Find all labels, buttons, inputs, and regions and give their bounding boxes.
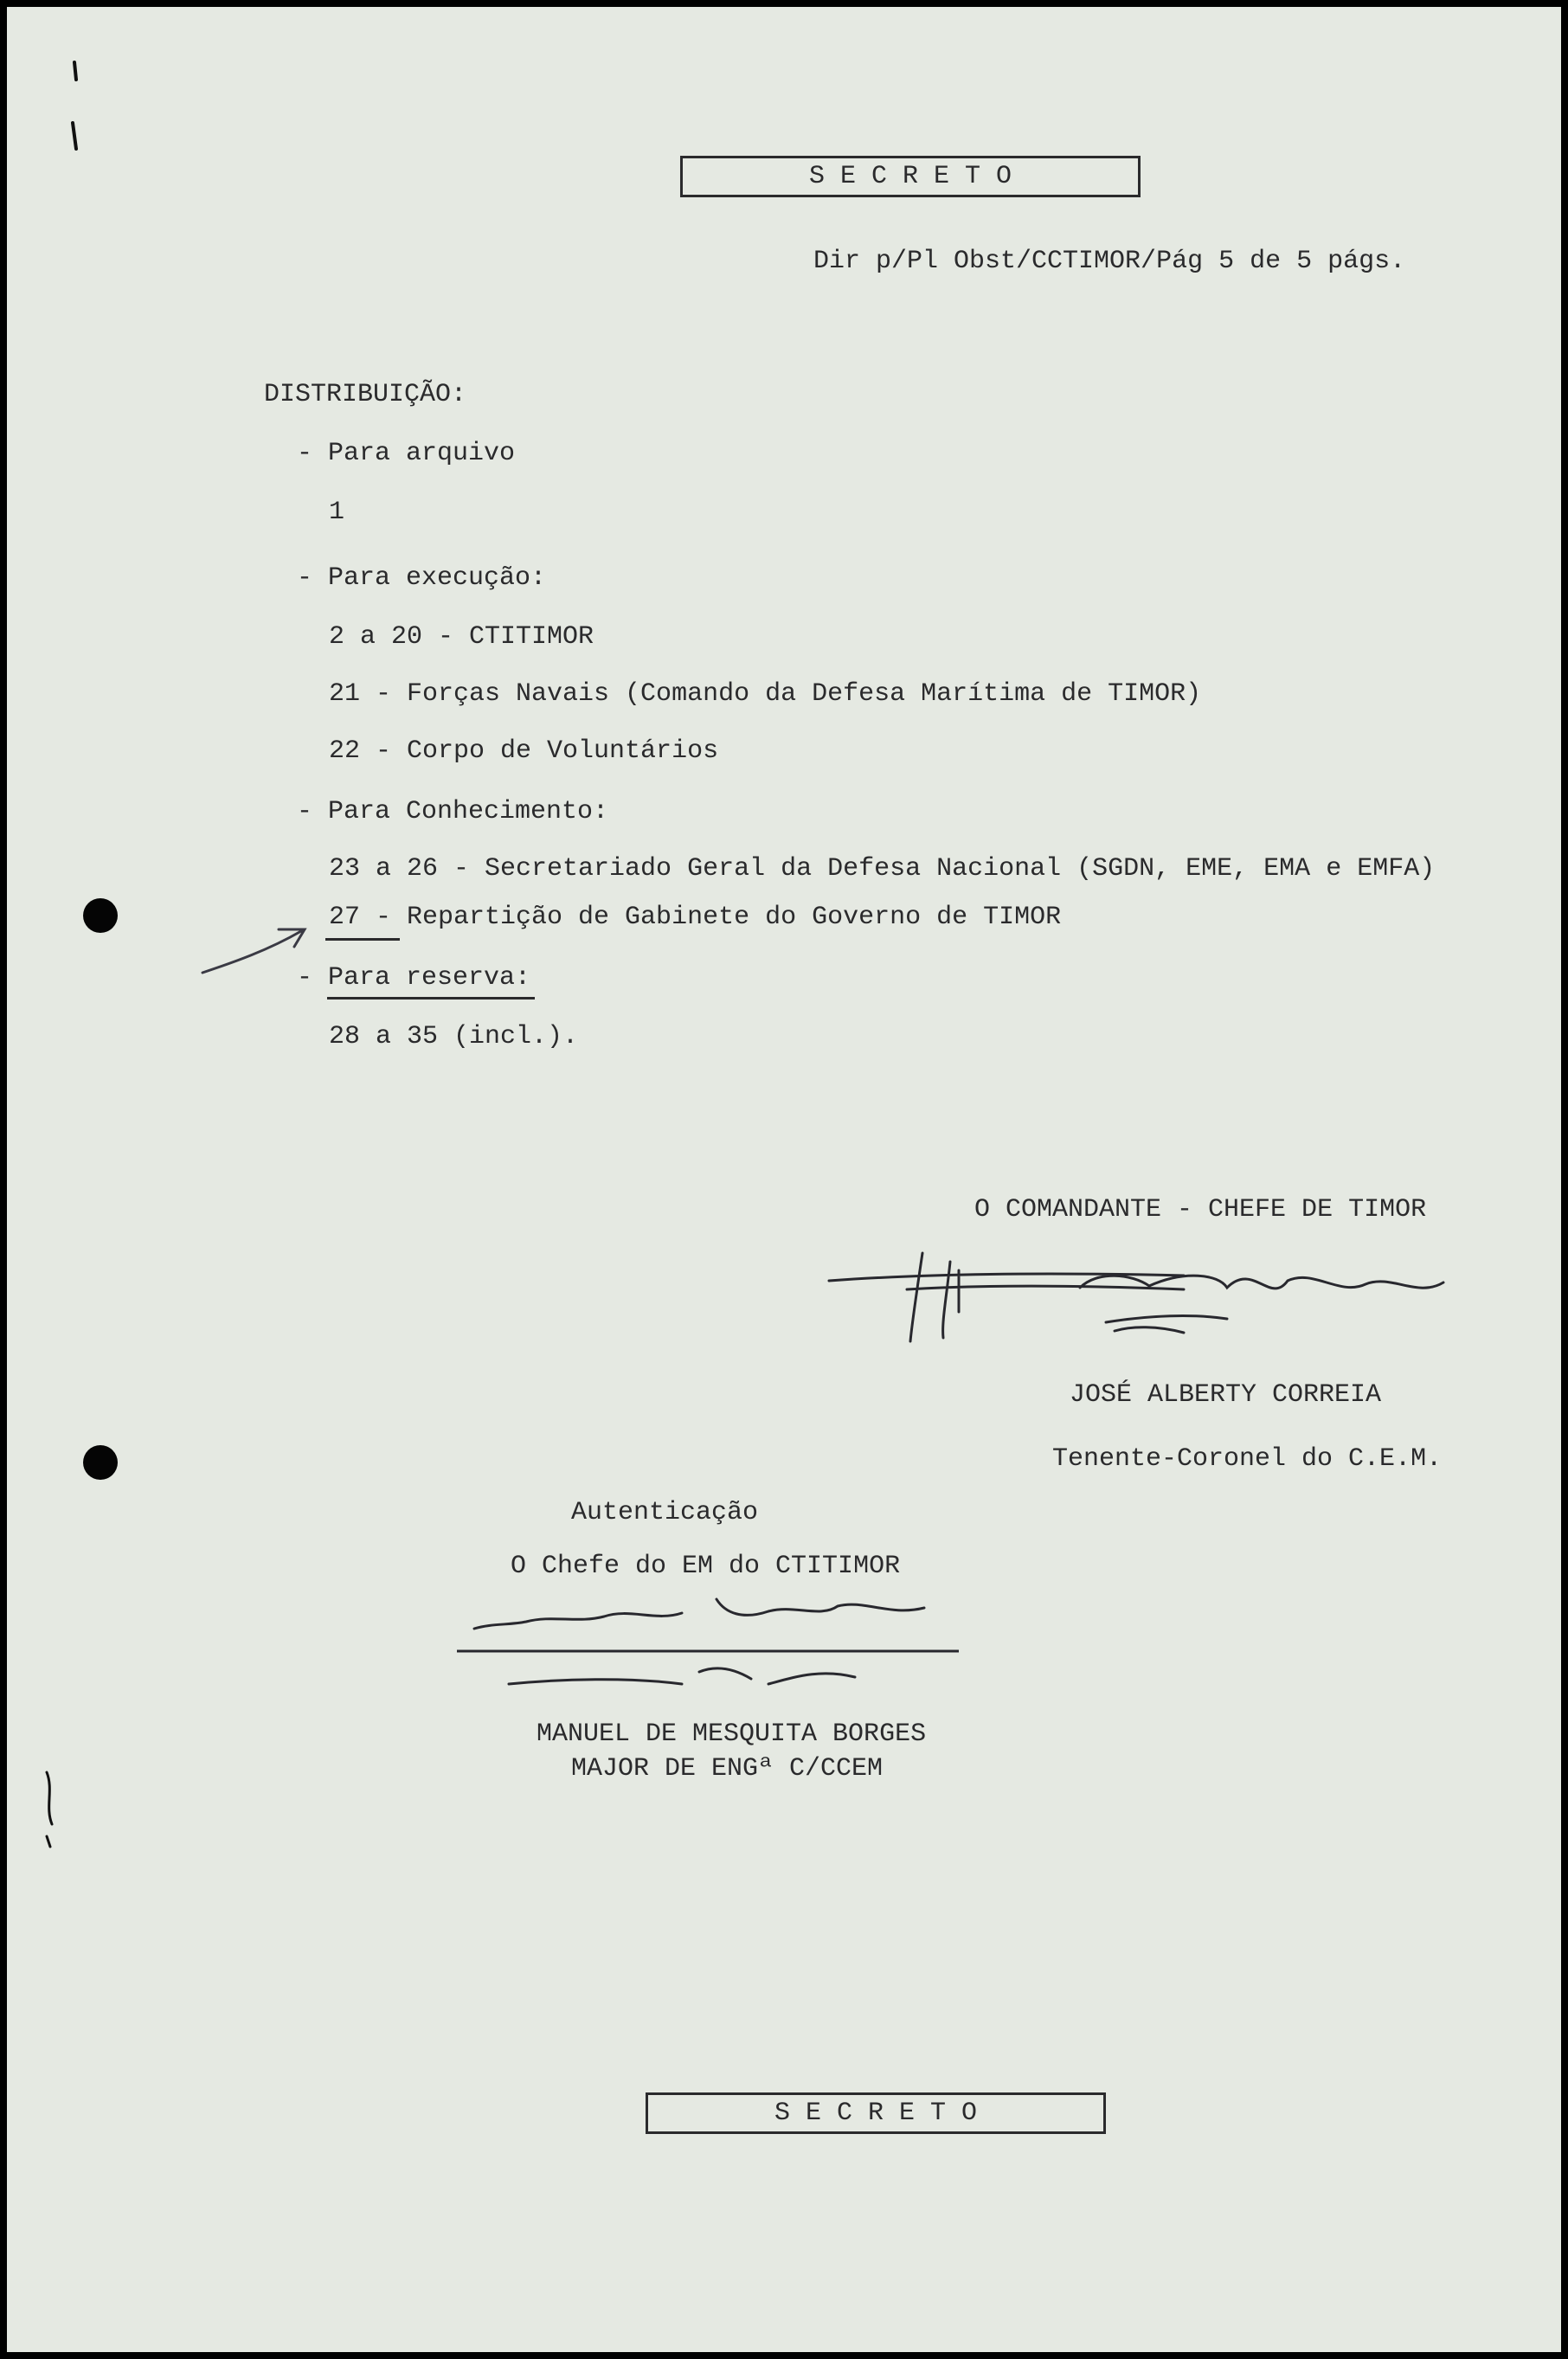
execution-label: - Para execução: xyxy=(297,563,547,593)
punch-hole xyxy=(83,898,118,933)
document-reference: Dir p/Pl Obst/CCTIMOR/Pág 5 de 5 págs. xyxy=(813,247,1406,276)
margin-mark xyxy=(42,1764,59,1850)
punch-hole xyxy=(83,1445,118,1480)
authentication-name: MANUEL DE MESQUITA BORGES xyxy=(537,1719,927,1749)
authentication-label: Autenticação xyxy=(571,1498,759,1527)
signatory-name: JOSÉ ALBERTY CORREIA xyxy=(1070,1380,1382,1410)
execution-item: 21 - Forças Navais (Comando da Defesa Marítima de TIMOR) xyxy=(329,679,1202,709)
margin-mark xyxy=(67,54,85,157)
authentication-rank: MAJOR DE ENGª C/CCEM xyxy=(571,1754,884,1784)
execution-item: 2 a 20 - CTITIMOR xyxy=(329,622,594,652)
document-page xyxy=(7,7,1561,2352)
classification-stamp-top: S E C R E T O xyxy=(680,156,1141,197)
handwritten-underline xyxy=(325,938,400,941)
authentication-role: O Chefe do EM do CTITIMOR xyxy=(511,1552,901,1581)
reserve-label: - Para reserva: xyxy=(297,963,531,993)
handwritten-underline xyxy=(327,997,535,1000)
distribution-title: DISTRIBUIÇÃO: xyxy=(264,380,467,409)
signatory-title: O COMANDANTE - CHEFE DE TIMOR xyxy=(974,1195,1427,1224)
knowledge-item: 27 - Repartição de Gabinete do Governo de TIMOR xyxy=(329,903,1062,932)
knowledge-label: - Para Conhecimento: xyxy=(297,797,609,826)
archive-label: - Para arquivo xyxy=(297,439,516,468)
execution-item: 22 - Corpo de Voluntários xyxy=(329,736,719,766)
knowledge-item: 23 a 26 - Secretariado Geral da Defesa Nacional (SGDN, EME, EMA e EMFA) xyxy=(329,854,1436,884)
reserve-item: 28 a 35 (incl.). xyxy=(329,1022,579,1051)
archive-item: 1 xyxy=(329,498,345,527)
signature-authentication xyxy=(457,1582,993,1703)
signatory-rank: Tenente-Coronel do C.E.M. xyxy=(1052,1444,1443,1474)
signature-commander xyxy=(820,1236,1513,1348)
classification-stamp-bottom: S E C R E T O xyxy=(646,2092,1106,2134)
